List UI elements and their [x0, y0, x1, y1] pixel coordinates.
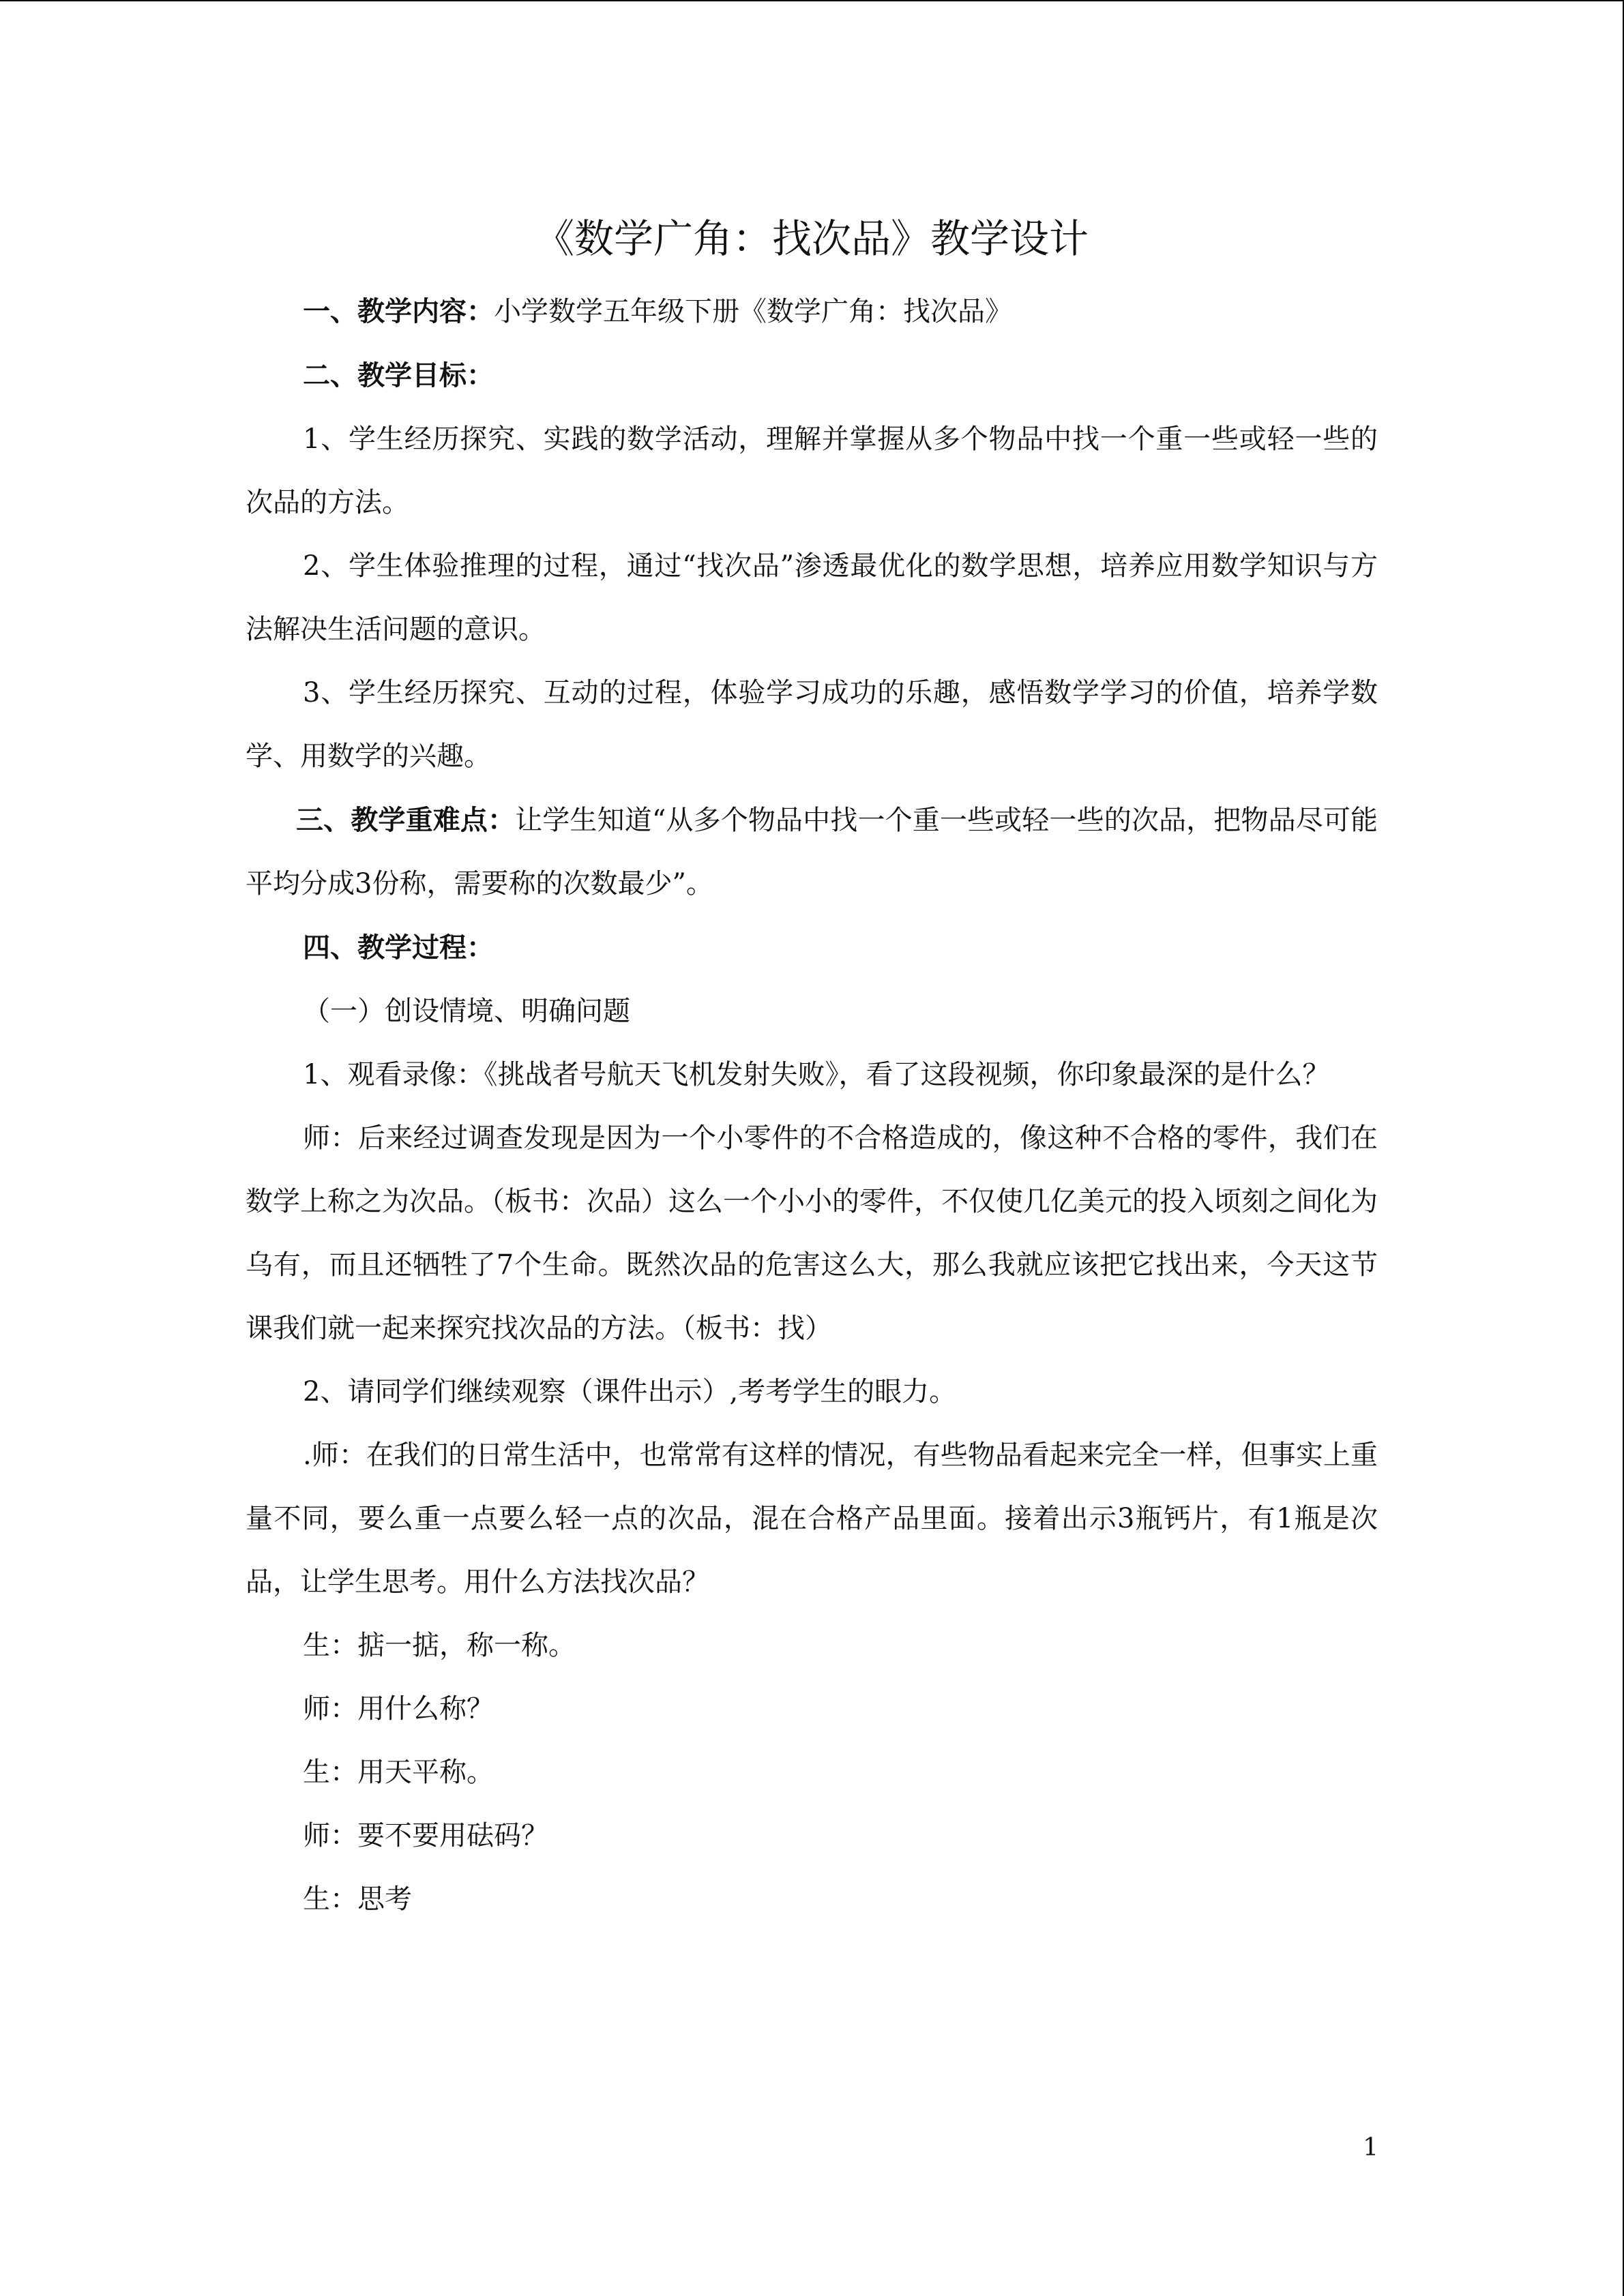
section-heading: 四、教学过程：: [303, 931, 494, 964]
document-title: 《数学广角：找次品》教学设计: [534, 215, 1089, 262]
section-teaching-goals: [246, 344, 1378, 408]
section-text: 让学生知道“从多个物品中找一个重一些或轻一些的次品，把物品尽可能平均分成3份称，需要称的次数最少”。: [246, 805, 1378, 899]
section-teaching-content: [246, 280, 1378, 344]
process-paragraph: 1、观看录像：《挑战者号航天飞机发射失败》，看了这段视频，你印象最深的是什么？: [303, 1059, 1330, 1090]
dialogue-line: 生：思考: [303, 1883, 412, 1915]
goal-paragraph: 3、学生经历探究、互动的过程，体验学习成功的乐趣，感悟数学学习的价值，培养学数学、用数学的兴趣。: [246, 677, 1378, 772]
section-teaching-process: [246, 916, 1378, 980]
section-key-difficulties: [246, 788, 1378, 916]
section-text: 小学数学五年级下册《数学广角：找次品》: [494, 296, 1012, 327]
goal-paragraph: 2、学生体验推理的过程，通过“找次品”渗透最优化的数学思想，培养应用数学知识与方法解决生活问题的意识。: [246, 550, 1378, 645]
process-paragraph: 师：后来经过调查发现是因为一个小零件的不合格造成的，像这种不合格的零件，我们在数学上称之为次品。（板书：次品）这么一个小小的零件，不仅使几亿美元的投入顷刻之间化为乌有，而且还牺牲了7个生命。既然次品的危害这么大，那么我就应该把它找出来，今天这节课我们就一起来探究找次品的方法。（板书：找）: [246, 1122, 1378, 1344]
dialogue-line: 师：用什么称？: [303, 1693, 494, 1725]
section-heading: 一、教学内容：: [303, 295, 494, 327]
dialogue-line: 师：要不要用砝码？: [303, 1820, 548, 1851]
dialogue-line: 生：掂一掂，称一称。: [303, 1630, 576, 1661]
dialogue-line: 生：用天平称。: [303, 1757, 494, 1788]
page-number: 1: [1363, 2134, 1378, 2162]
process-paragraph: .师：在我们的日常生活中，也常常有这样的情况，有些物品看起来完全一样，但事实上重量不同，要么重一点要么轻一点的次品，混在合格产品里面。接着出示3瓶钙片，有1瓶是次品，让学生思考。用什么方法找次品？: [246, 1440, 1378, 1598]
document-body: [246, 205, 1378, 1931]
process-paragraph: 2、请同学们继续观察（课件出示）,考考学生的眼力。: [303, 1376, 957, 1407]
section-heading: 二、教学目标：: [303, 359, 494, 391]
process-subheading: （一）创设情境、明确问题: [303, 996, 630, 1027]
goal-paragraph: 1、学生经历探究、实践的数学活动，理解并掌握从多个物品中找一个重一些或轻一些的次品的方法。: [246, 423, 1378, 518]
section-heading: 三、教学重难点：: [296, 804, 516, 836]
